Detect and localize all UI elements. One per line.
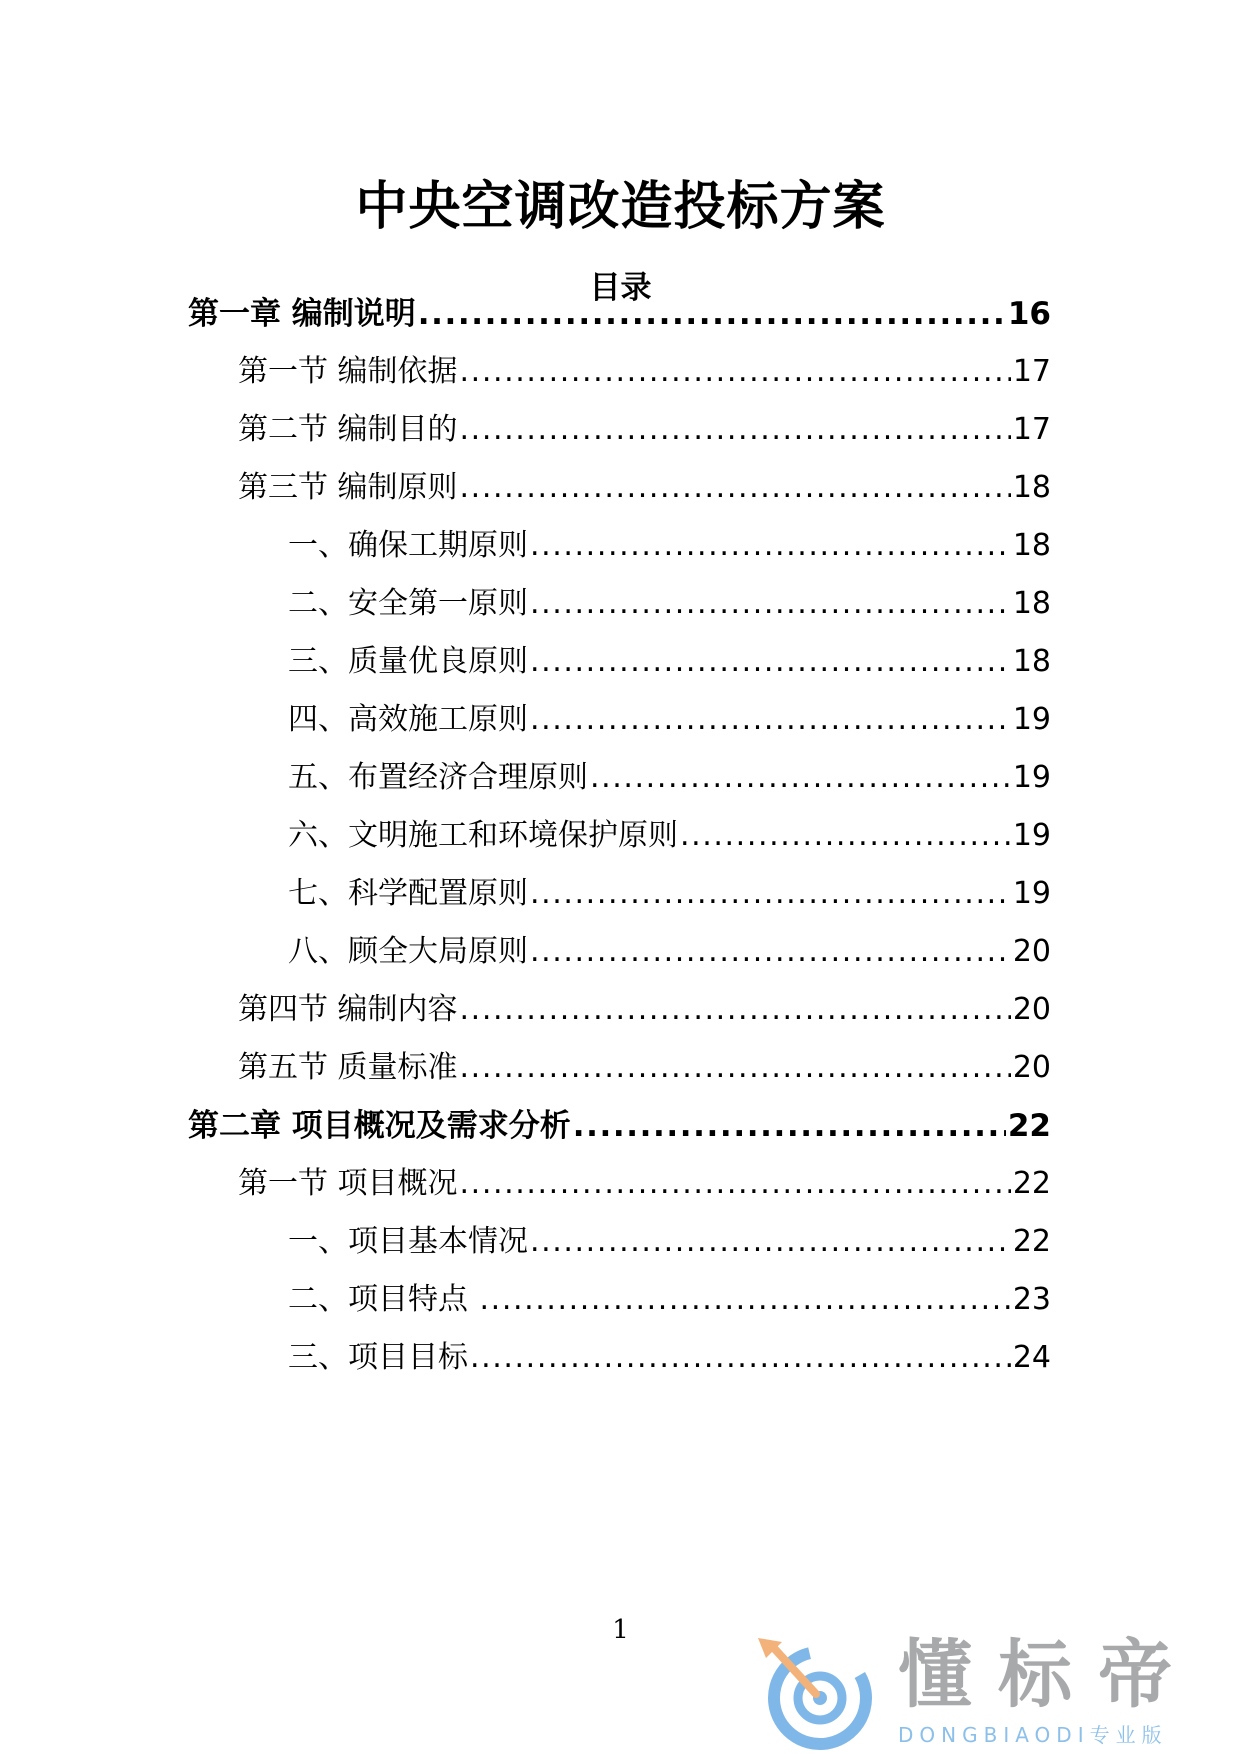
toc-entry[interactable] [238,1046,1051,1090]
toc-entry[interactable] [288,930,1051,974]
toc-entry-page: 19 [1012,818,1051,853]
toc-entry-page: 18 [1012,644,1051,679]
toc-entry-label: 第五节 质量标准 [238,1050,458,1085]
toc-entry-label: 七、科学配置原则 [288,876,528,911]
toc-leader-dots [480,1278,1011,1322]
toc-entry[interactable] [288,582,1051,626]
toc-entry[interactable] [288,1336,1051,1380]
toc-entry[interactable] [288,524,1051,568]
toc-leader-dots [530,872,1011,916]
toc-entry-label: 第一章 编制说明 [188,296,416,332]
toc-entry[interactable] [288,1220,1051,1264]
toc-entry-label: 第三节 编制原则 [238,470,458,505]
toc-leader-dots [590,756,1011,800]
toc-entry-page: 19 [1012,702,1051,737]
toc-entry-page: 17 [1012,354,1051,389]
toc-entry-label: 一、项目基本情况 [288,1224,528,1259]
toc-entry-page: 19 [1012,760,1051,795]
target-arrow-icon [748,1628,888,1754]
toc-entry-label: 第一节 编制依据 [238,354,458,389]
toc-entry-page: 20 [1012,1050,1051,1085]
toc-entry-label: 一、确保工期原则 [288,528,528,563]
toc-entry-page: 24 [1012,1340,1051,1375]
watermark-brand: 懂标帝 [898,1632,1198,1718]
toc-entry-page: 23 [1012,1282,1051,1317]
toc-entry-page: 18 [1012,470,1051,505]
toc-leader-dots [573,1104,1006,1148]
toc-entry-label: 第一节 项目概况 [238,1166,458,1201]
toc-entry[interactable] [288,1278,1051,1322]
toc-leader-dots [530,582,1011,626]
toc-entry[interactable] [288,756,1051,800]
toc-leader-dots [460,350,1011,394]
page-title: 中央空调改造投标方案 [355,177,886,237]
toc-leader-dots [460,408,1011,452]
toc-entry-page: 22 [1012,1166,1051,1201]
toc-entry[interactable] [238,350,1051,394]
toc-entry[interactable] [238,466,1051,510]
toc-entry[interactable] [288,698,1051,742]
watermark-subtitle: DONGBIAODI专业版 [898,1723,1168,1747]
toc-entry-page: 22 [1007,1108,1051,1144]
toc-entry-label: 二、项目特点 [288,1282,478,1317]
toc-entry-page: 20 [1012,934,1051,969]
toc-entry-label: 六、文明施工和环境保护原则 [288,818,678,853]
toc-entry-label: 第二节 编制目的 [238,412,458,447]
toc-leader-dots [530,1220,1011,1264]
toc-entry-page: 22 [1012,1224,1051,1259]
page-number: 1 [612,1615,629,1645]
toc-entry[interactable] [188,1104,1051,1148]
toc-entry-page: 17 [1012,412,1051,447]
toc-leader-dots [530,524,1011,568]
toc-entry[interactable] [188,292,1051,336]
toc-entry[interactable] [238,988,1051,1032]
toc-entry-page: 20 [1012,992,1051,1027]
toc-leader-dots [418,292,1006,336]
toc-entry-label: 第二章 项目概况及需求分析 [188,1108,571,1144]
toc-leader-dots [460,1046,1011,1090]
toc-entry[interactable] [288,872,1051,916]
toc-entry-label: 第四节 编制内容 [238,992,458,1027]
toc-leader-dots [460,466,1011,510]
toc-entry[interactable] [238,1162,1051,1206]
toc-leader-dots [530,698,1011,742]
toc-leader-dots [460,1162,1011,1206]
toc-leader-dots [530,930,1011,974]
toc-entry-page: 18 [1012,586,1051,621]
toc-entry-label: 二、安全第一原则 [288,586,528,621]
toc-entry-label: 四、高效施工原则 [288,702,528,737]
toc-leader-dots [470,1336,1011,1380]
toc-heading: 目录 [589,270,652,306]
toc-entry[interactable] [238,408,1051,452]
toc-entry-label: 八、顾全大局原则 [288,934,528,969]
toc-entry[interactable] [288,640,1051,684]
toc-leader-dots [530,640,1011,684]
toc-entry[interactable] [288,814,1051,858]
toc-entry-label: 三、质量优良原则 [288,644,528,679]
toc-entry-page: 18 [1012,528,1051,563]
toc-leader-dots [460,988,1011,1032]
toc-leader-dots [680,814,1011,858]
toc-entry-page: 19 [1012,876,1051,911]
toc-entry-label: 三、项目目标 [288,1340,468,1375]
watermark-logo [748,1628,1241,1754]
toc-entry-page: 16 [1007,296,1051,332]
toc-entry-label: 五、布置经济合理原则 [288,760,588,795]
